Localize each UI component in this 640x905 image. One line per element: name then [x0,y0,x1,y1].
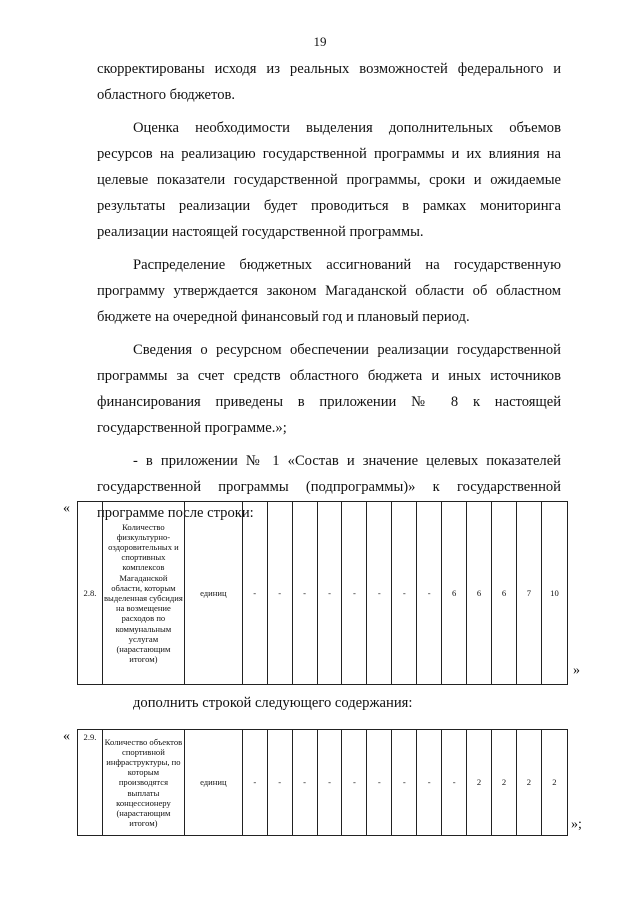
value-cell: - [242,730,267,836]
indicator-table-row-2-9 [77,729,568,836]
value-cell: 10 [541,502,567,685]
table-row [78,502,568,685]
value-cell: 7 [516,502,541,685]
paragraph-2: Оценка необходимости выделения дополнительных объемов ресурсов на реализацию государственной программы и их влияния на целевые показатели государственной программы, сроки и ожидаемые результаты реализации будет проводиться в рамках мониторинга реализации настоящей государственной программы. [97,120,561,240]
value-cell: - [242,502,267,685]
value-cell: 6 [442,502,467,685]
value-cell: 2 [492,730,517,836]
value-cell: - [367,730,392,836]
value-cell: - [317,730,342,836]
value-cell: - [267,502,292,685]
paragraph-4: Сведения о ресурсном обеспечении реализации государственной программы за счет средств областного бюджета и иных источников финансирования приведены в приложении № 8 к настоящей государственной программе.»; [97,342,561,436]
value-cell: - [292,730,317,836]
value-cell: 6 [492,502,517,685]
paragraph-5: - в приложении № 1 «Состав и значение целевых показателей государственной программы (подпрограммы)» к государственной программе после строки: [97,453,561,521]
value-cell: - [417,730,442,836]
quote-close-1: » [573,663,580,678]
middle-text: дополнить строкой следующего содержания: [133,695,413,711]
quote-open-2: « [63,729,70,744]
indicator-table-row-2-8 [77,501,568,685]
row-number-cell: 2.9. [78,730,103,836]
value-cell: 2 [516,730,541,836]
value-cell: 2 [541,730,567,836]
quote-close-2: »; [571,817,582,832]
unit-cell: единиц [184,730,242,836]
value-cell: 6 [467,502,492,685]
paragraph-3: Распределение бюджетных ассигнований на государственную программу утверждается законом Магаданской области об областном бюджете на очередной финансовый год и плановый период. [97,257,561,325]
value-cell: - [317,502,342,685]
value-cell: - [267,730,292,836]
value-cell: - [392,730,417,836]
table-row [78,730,568,836]
row-number-cell: 2.8. [78,502,103,685]
paragraph-1: скорректированы исходя из реальных возможностей федерального и областного бюджетов. [97,61,561,103]
indicator-name-cell: Количество объектов спортивной инфраструктуры, по которым производятся выплаты концессионеру (нарастающим итогом) [102,730,184,836]
value-cell: - [342,502,367,685]
value-cell: 2 [467,730,492,836]
value-cell: - [292,502,317,685]
unit-cell: единиц [184,502,242,685]
value-cell: - [417,502,442,685]
value-cell: - [442,730,467,836]
body-text [97,56,561,526]
value-cell: - [392,502,417,685]
value-cell: - [342,730,367,836]
value-cell: - [367,502,392,685]
indicator-name-cell: Количество физкультурно-оздоровительных и спортивных комплексов Магаданской области, которым выделенная субсидия на возмещение расходов по коммунальным услугам (нарастающим итогом) [102,502,184,685]
page-number: 19 [313,34,327,49]
quote-open-1: « [63,501,70,516]
